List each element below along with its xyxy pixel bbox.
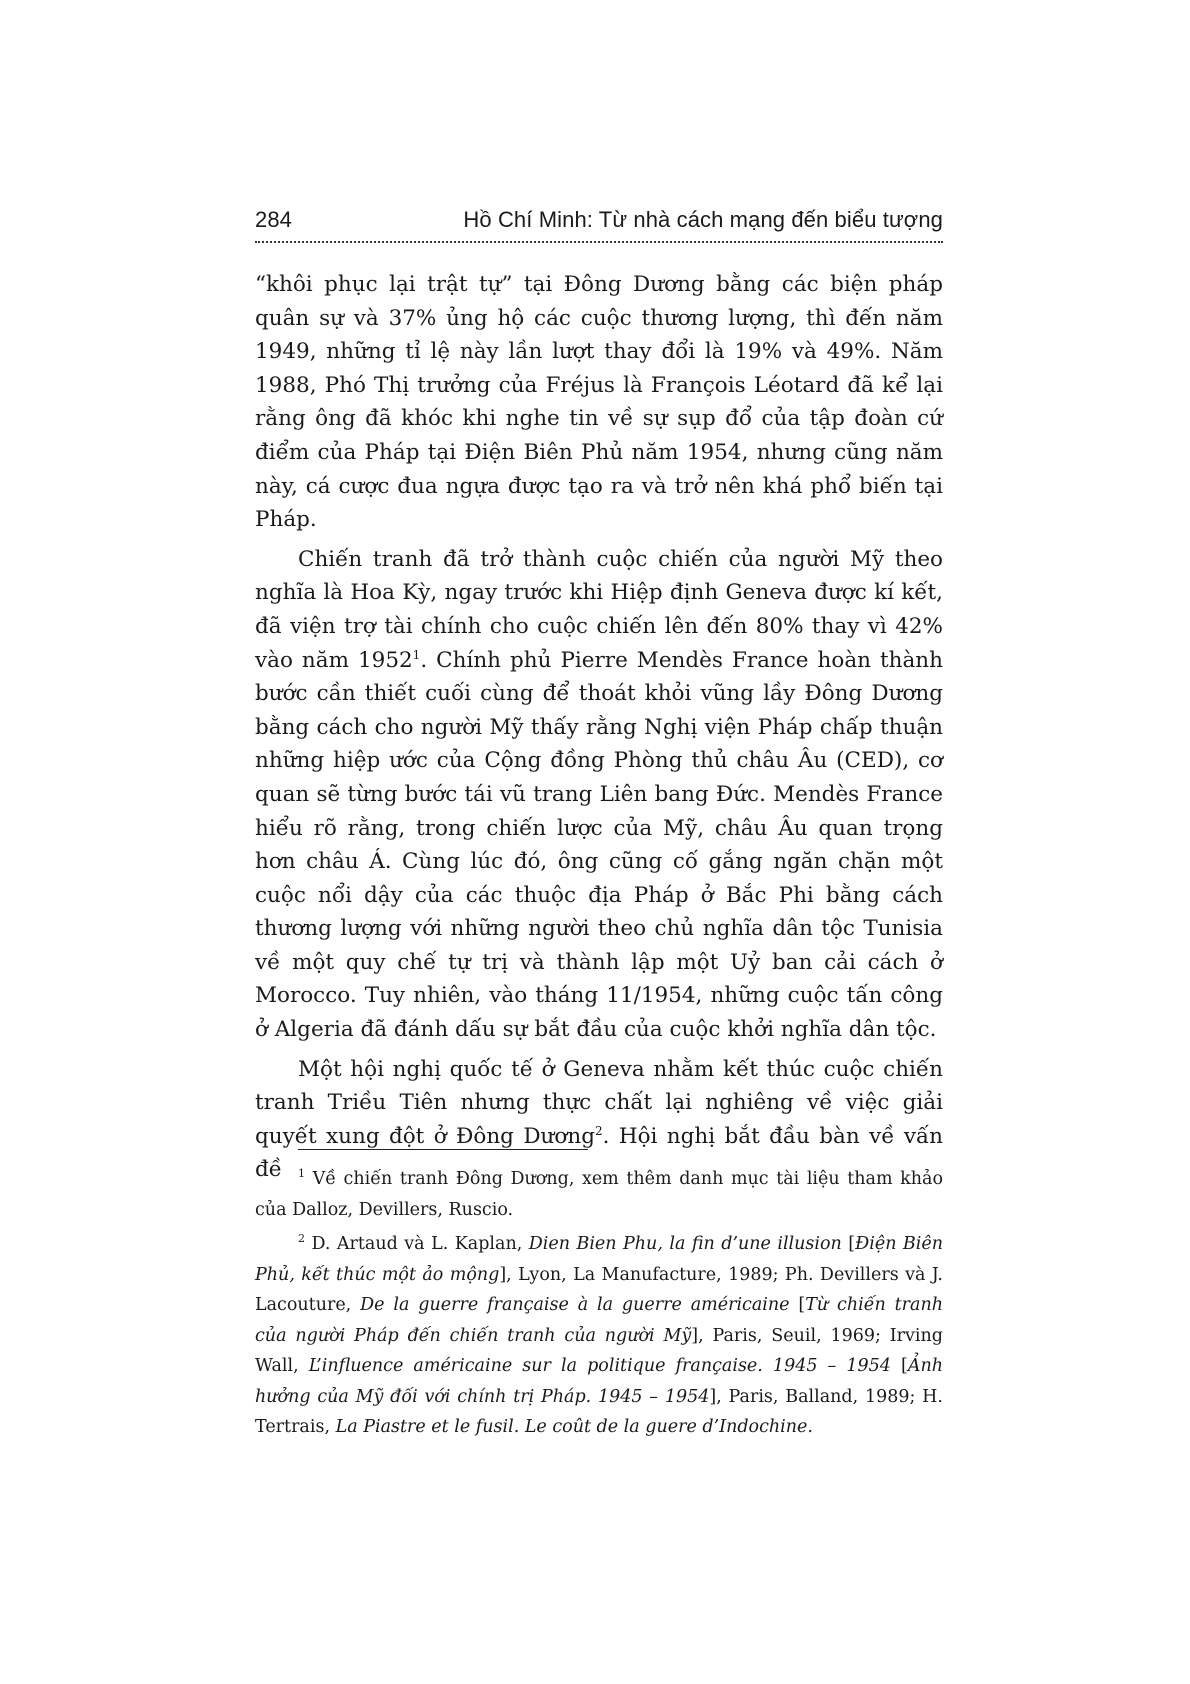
footnote-ref-2: 2 (594, 1123, 603, 1138)
footnote-ref-1: 1 (412, 647, 421, 662)
footnote-2-translation-1: Điện Biên Phủ, kết thúc một ảo mộng (255, 1234, 944, 1285)
footnote-2-text: [ (890, 1356, 908, 1376)
footnote-2-number: 2 (298, 1232, 305, 1246)
footnote-2 (255, 1229, 943, 1443)
footnote-2-title-2: De la guerre française à la guerre américaine (360, 1295, 790, 1315)
paragraph-2 (255, 543, 943, 1047)
footnote-1-number: 1 (298, 1167, 305, 1181)
footnote-2-translation-3: Ảnh hưởng của Mỹ đối với chính trị Pháp. 1945 – 1954 (255, 1356, 944, 1407)
footnote-2-title-1: Dien Bien Phu, la fin d’une illusion (528, 1234, 842, 1254)
footnote-1-text: Về chiến tranh Đông Dương, xem thêm danh mục tài liệu tham khảo của Dalloz, Devillers, Ruscio. (255, 1169, 943, 1220)
paragraph-3-text-b: . Hội nghị bắt đầu bàn về vấn đề (255, 1123, 943, 1183)
running-title: Hồ Chí Minh: Từ nhà cách mạng đến biểu tượng (463, 207, 943, 232)
body-text (255, 268, 943, 1193)
footnote-1 (255, 1164, 943, 1225)
paragraph-2-text-a: Chiến tranh đã trở thành cuộc chiến của người Mỹ theo nghĩa là Hoa Kỳ, ngay trước khi Hiệp định Geneva được kí kết, đã viện trợ tài chính cho cuộc chiến lên đến 80% thay vì 42% vào năm 1952 (255, 546, 943, 673)
footnote-2-title-4: La Piastre et le fusil. Le coût de la guere d’Indochine. (335, 1417, 813, 1437)
footnote-2-text: [ (789, 1295, 806, 1315)
paragraph-2-text-b: . Chính phủ Pierre Mendès France hoàn thành bước cần thiết cuối cùng để thoát khỏi vũng lầy Đông Dương bằng cách cho người Mỹ thấy rằng Nghị viện Pháp chấp thuận những hiệp ước của Cộng đồng Phòng thủ châu Âu (CED), cơ quan sẽ từng bước tái vũ trang Liên bang Đức. Mendès France hiểu rõ rằng, trong chiến lược của Mỹ, châu Âu quan trọng hơn châu Á. Cùng lúc đó, ông cũng cố gắng ngăn chặn một cuộc nổi dậy của các thuộc địa Pháp ở Bắc Phi bằng cách thương lượng với những người theo chủ nghĩa dân tộc Tunisia về một quy chế tự trị và thành lập một Uỷ ban cải cách ở Morocco. Tuy nhiên, vào tháng 11/1954, những cuộc tấn công ở Algeria đã đánh dấu sự bắt đầu của cuộc khởi nghĩa dân tộc. (255, 647, 943, 1043)
footnote-2-translation-2: Từ chiến tranh của người Pháp đến chiến tranh của người Mỹ (255, 1295, 943, 1346)
footnotes (255, 1164, 943, 1443)
footnote-2-text: ], Lyon, La Manufacture, 1989; Ph. Devillers và J. Lacouture, (255, 1264, 943, 1315)
footnote-2-text: [ (841, 1234, 856, 1254)
footnote-2-text: D. Artaud và L. Kaplan, (305, 1234, 529, 1254)
footnote-2-text: ], Paris, Seuil, 1969; Irving Wall, (255, 1325, 943, 1376)
footnote-2-text: ], Paris, Balland, 1989; H. Tertrais, (255, 1386, 943, 1437)
page-number: 284 (255, 207, 293, 232)
footnote-separator (298, 1149, 588, 1150)
paragraph-1: “khôi phục lại trật tự” tại Đông Dương bằng các biện pháp quân sự và 37% ủng hộ các cuộc thương lượng, thì đến năm 1949, những tỉ lệ này lần lượt thay đổi là 19% và 49%. Năm 1988, Phó Thị trưởng của Fréjus là François Léotard đã kể lại rằng ông đã khóc khi nghe tin về sự sụp đổ của tập đoàn cứ điểm của Pháp tại Điện Biên Phủ năm 1954, nhưng cũng năm này, cá cược đua ngựa được tạo ra và trở nên khá phổ biến tại Pháp. (255, 272, 943, 533)
paragraph-3-text-a: Một hội nghị quốc tế ở Geneva nhằm kết thúc cuộc chiến tranh Triều Tiên nhưng thực chất lại nghiêng về việc giải quyết xung đột ở Đông Dương (255, 1056, 943, 1149)
footnote-2-title-3: L’influence américaine sur la politique française. 1945 – 1954 (308, 1356, 891, 1376)
page-header (255, 205, 943, 243)
